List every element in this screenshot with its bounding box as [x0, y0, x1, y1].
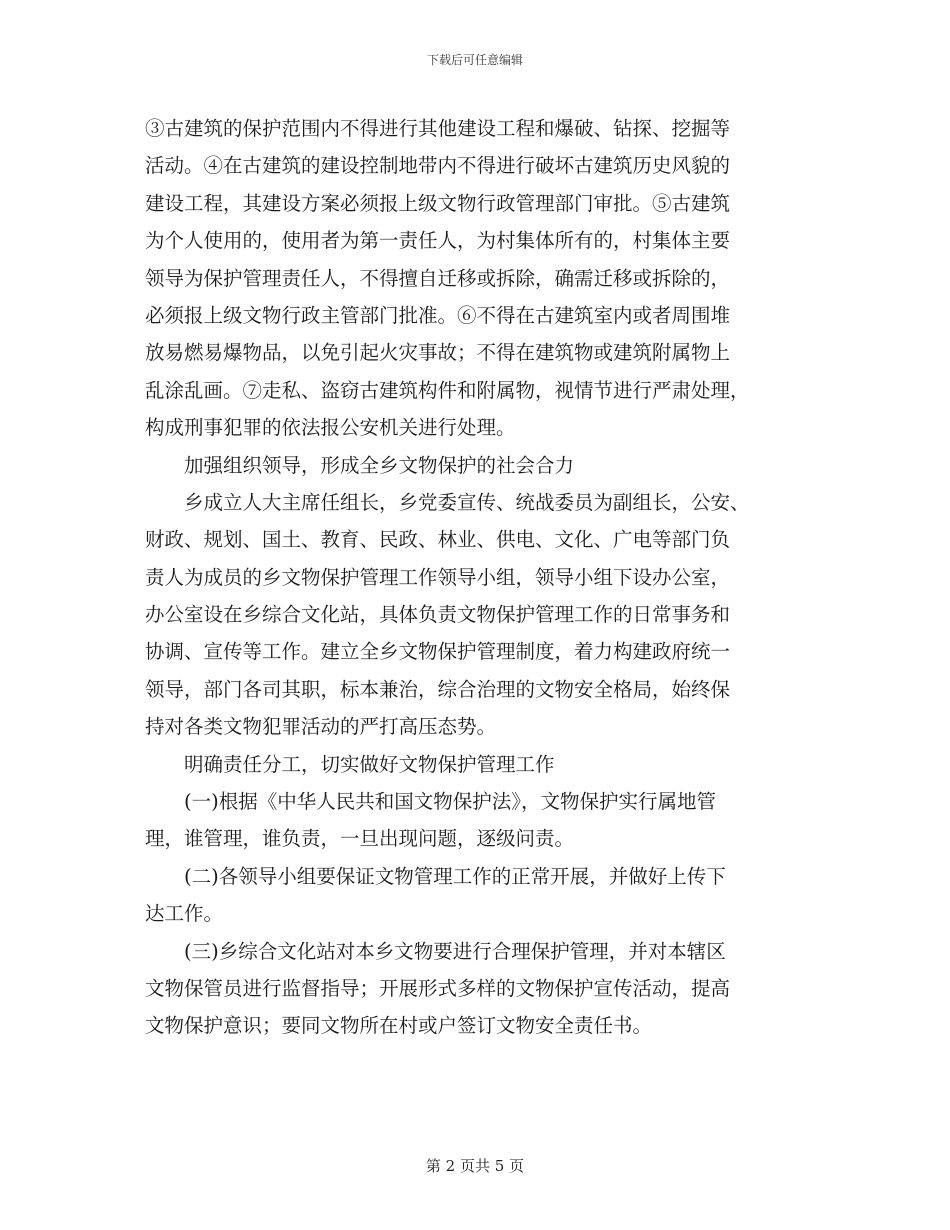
section-heading: 明确责任分工，切实做好文物保护管理工作	[184, 752, 555, 776]
body-line: 办公室设在乡综合文化站，具体负责文物保护管理工作的日常事务和	[145, 603, 731, 627]
body-line: 协调、宣传等工作。建立全乡文物保护管理制度，着力构建政府统一	[145, 640, 731, 664]
body-line: 达工作。	[145, 902, 224, 926]
page-number: 第 2 页共 5 页	[425, 1157, 525, 1175]
body-line: 领导为保护管理责任人，不得擅自迁移或拆除，确需迁移或拆除的，	[145, 266, 731, 290]
body-line: 文物保管员进行监督指导；开展形式多样的文物保护宣传活动，提高	[145, 976, 731, 1000]
body-line: 必须报上级文物行政主管部门批准。⑥不得在古建筑室内或者周围堆	[145, 303, 731, 327]
body-line: 建设工程，其建设方案必须报上级文物行政管理部门审批。⑤古建筑	[145, 191, 731, 215]
body-line: 领导，部门各司其职，标本兼治，综合治理的文物安全格局，始终保	[145, 677, 731, 701]
body-line: 理，谁管理，谁负责，一旦出现问题，逐级问责。	[145, 827, 575, 851]
body-line: (二)各领导小组要保证文物管理工作的正常开展，并做好上传下	[184, 864, 726, 888]
body-line: 活动。④在古建筑的建设控制地带内不得进行破坏古建筑历史风貌的	[145, 154, 731, 178]
body-line: 持对各类文物犯罪活动的严打高压态势。	[145, 715, 497, 739]
body-line: 放易燃易爆物品，以免引起火灾事故；不得在建筑物或建筑附属物上	[145, 341, 731, 365]
page-header: 下载后可任意编辑	[426, 53, 523, 67]
body-line: 财政、规划、国土、教育、民政、林业、供电、文化、广电等部门负	[145, 528, 731, 552]
body-line: (三)乡综合文化站对本乡文物要进行合理保护管理，并对本辖区	[184, 939, 726, 963]
body-line: (一)根据《中华人民共和国文物保护法》，文物保护实行属地管	[184, 790, 716, 814]
body-line: 责人为成员的乡文物保护管理工作领导小组，领导小组下设办公室，	[145, 565, 731, 589]
body-line: 为个人使用的，使用者为第一责任人，为村集体所有的，村集体主要	[145, 229, 731, 253]
section-heading: 加强组织领导，形成全乡文物保护的社会合力	[184, 453, 575, 477]
body-line: 文物保护意识；要同文物所在村或户签订文物安全责任书。	[145, 1014, 653, 1038]
document-body	[145, 110, 805, 1045]
body-line: 乡成立人大主席任组长，乡党委宣传、统战委员为副组长，公安、	[184, 490, 750, 514]
body-line: 构成刑事犯罪的依法报公安机关进行处理。	[145, 416, 516, 440]
body-line: ③古建筑的保护范围内不得进行其他建设工程和爆破、钻探、挖掘等	[145, 117, 731, 140]
body-line: 乱涂乱画。⑦走私、盗窃古建筑构件和附属物，视情节进行严肃处理，	[145, 378, 750, 402]
